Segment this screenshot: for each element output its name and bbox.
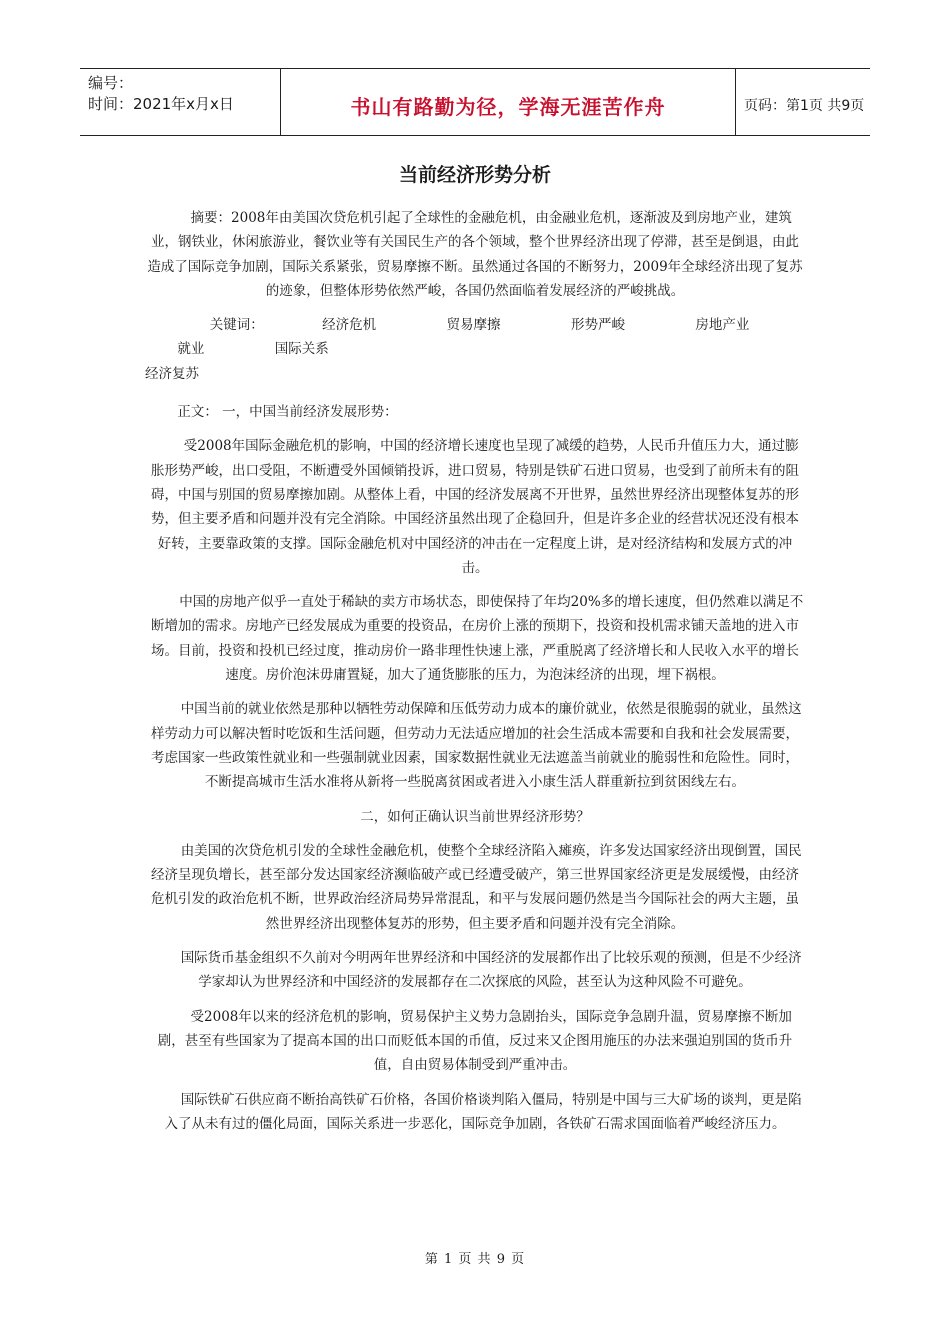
keywords-line [145,313,805,386]
header-center-cell [281,69,736,135]
keywords-label: 关键词： [209,317,264,334]
body-paragraph: 中国的房地产似乎一直处于稀缺的卖方市场状态，即使保持了年均20%多的增长速度，但仍然难以满足不断增加的需求。房地产已经发展成为重要的投资品，在房价上涨的预期下，投资和投机需求铺天盖地的进入市场。目前，投资和投机已经过度，推动房价一路非理性快速上涨，严重脱离了经济增长和人民收入水平的增长速度。房价泡沫毋庸置疑，加大了通货膨胀的压力，为泡沫经济的出现，埋下祸根。 [151,594,804,684]
keyword-item: 经济危机 [322,317,377,334]
document-number-label: 编号： [88,74,134,92]
abstract-paragraph: 摘要：2008年由美国次贷危机引起了全球性的金融危机，由金融业危机，逐渐波及到房地产业，建筑业，钢铁业，休闲旅游业，餐饮业等有关国民生产的各个领域，整个世界经济出现了停滞，甚至是倒退，由此造成了国际竞争加剧，国际关系紧张，贸易摩擦不断。虽然通过各国的不断努力，2009年全球经济出现了复苏的迹象，但整体形势依然严峻，各国仍然面临着发展经济的严峻挑战。 [147,210,803,299]
header-left-cell [80,69,281,135]
keyword-item: 经济复苏 [145,365,199,382]
section1-heading: 正文： 一，中国当前经济发展形势： [177,404,398,421]
section2-heading: 二，如何正确认识当前世界经济形势？ [360,808,590,825]
body-paragraph: 受2008年以来的经济危机的影响，贸易保护主义势力急剧抬头，国际竞争急剧升温，贸易摩擦不断加剧，甚至有些国家为了提高本国的出口而贬低本国的币值，反过来又企图用施压的办法来强迫别国的货币升值，自由贸易体制受到严重冲击。 [157,1008,793,1074]
keyword-item: 贸易摩擦 [446,317,501,334]
document-body [145,206,805,1146]
body-paragraph: 中国当前的就业依然是那种以牺牲劳动保障和压低劳动力成本的廉价就业，依然是很脆弱的就业，虽然这样劳动力可以解决暂时吃饭和生活问题，但劳动力无法适应增加的社会生活成本需要和自我和社会发展需要，考虑国家一些政策性就业和一些强制就业因素，国家数据性就业无法遮盖当前就业的脆弱性和危险性。同时，不断提高城市生活水准将从新将一些脱离贫困或者进入小康生活人群重新拉到贫困线左右。 [151,701,802,791]
document-time-label: 时间：2021年x月x日 [88,95,234,113]
keyword-item: 就业 [177,341,205,358]
header-motto: 书山有路勤为径，学海无涯苦作舟 [350,95,666,119]
body-paragraph: 国际货币基金组织不久前对今明两年世界经济和中国经济的发展都作出了比较乐观的预测，但是不少经济学家却认为世界经济和中国经济的发展都存在二次探底的风险，甚至认为这种风险不可避免。 [180,950,802,991]
keyword-item: 房地产业 [695,317,750,334]
body-paragraph: 国际铁矿石供应商不断抬高铁矿石价格，各国价格谈判陷入僵局，特别是中国与三大矿场的谈判，更是陷入了从未有过的僵化局面，国际关系进一步恶化，国际竞争加剧，各铁矿石需求国面临着严峻经济压力。 [164,1091,802,1132]
header-table [80,68,870,136]
header-right-cell [736,69,870,135]
keyword-item: 形势严峻 [570,317,625,334]
header-page-label: 页码：第1页 共9页 [744,98,865,114]
keyword-item: 国际关系 [274,341,329,358]
body-paragraph: 受2008年国际金融危机的影响，中国的经济增长速度也呈现了减缓的趋势，人民币升值压力大，通过膨胀形势严峻，出口受阻，不断遭受外国倾销投诉，进口贸易，特别是铁矿石进口贸易，也受到了前所未有的阻碍，中国与别国的贸易摩擦加剧。从整体上看，中国的经济发展离不开世界，虽然世界经济出现整体复苏的形势，但主要矛盾和问题并没有完全消除。中国经济虽然出现了企稳回升，但是许多企业的经营状况还没有根本好转，主要靠政策的支撑。国际金融危机对中国经济的冲击在一定程度上讲，是对经济结构和发展方式的冲击。 [151,438,799,576]
page-footer: 第 1 页 共 9 页 [424,1252,526,1267]
document-title: 当前经济形势分析 [398,164,551,186]
body-paragraph: 由美国的次贷危机引发的全球性金融危机，使整个全球经济陷入瘫痪，许多发达国家经济出现倒置，国民经济呈现负增长，甚至部分发达国家经济濒临破产或已经遭受破产，第三世界国家经济更是发展缓慢，由经济危机引发的政治危机不断，世界政治经济局势异常混乱，和平与发展问题仍然是当今国际社会的两大主题，虽然世界经济出现整体复苏的形势，但主要矛盾和问题并没有完全消除。 [151,842,802,932]
